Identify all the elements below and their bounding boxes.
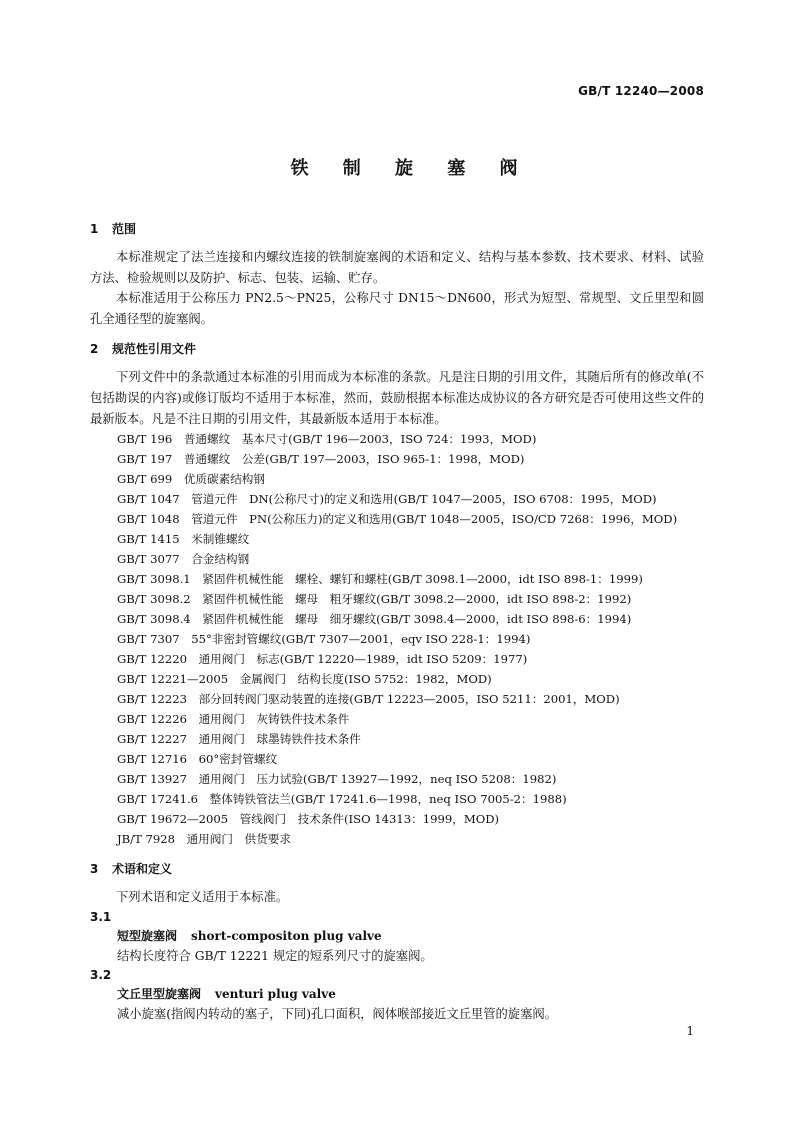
scope-paragraph: 本标准适用于公称压力 PN2.5～PN25，公称尺寸 DN15～DN600，形式为短型、常规型、文丘里型和圆孔全通径型的旋塞阀。 xyxy=(90,291,704,326)
reference-item: GB/T 12716 60°密封管螺纹 xyxy=(117,752,278,767)
section-title: 术语和定义 xyxy=(112,862,173,877)
reference-list xyxy=(90,429,704,849)
section-heading-references xyxy=(90,339,704,359)
reference-item: GB/T 3077 合金结构钢 xyxy=(117,552,250,567)
reference-item: GB/T 19672—2005 管线阀门 技术条件(ISO 14313：1999，MOD) xyxy=(117,812,500,827)
reference-item: GB/T 1047 管道元件 DN(公称尺寸)的定义和选用(GB/T 1047—2005，ISO 6708：1995，MOD) xyxy=(117,492,657,507)
term-chinese: 短型旋塞阀 xyxy=(117,928,178,943)
term-english: short-compositon plug valve xyxy=(191,928,382,943)
reference-item: GB/T 1048 管道元件 PN(公称压力)的定义和选用(GB/T 1048—2005，ISO/CD 7268：1996，MOD) xyxy=(117,512,678,527)
term-english: venturi plug valve xyxy=(215,986,336,1001)
term-chinese: 文丘里型旋塞阀 xyxy=(117,986,202,1001)
term-entry xyxy=(90,984,704,1004)
term-entry xyxy=(90,926,704,946)
section-number: 1 xyxy=(90,222,99,236)
reference-item: GB/T 7307 55°非密封管螺纹(GB/T 7307—2001，eqv ISO 228-1：1994) xyxy=(117,632,531,647)
reference-item: GB/T 12226 通用阀门 灰铸铁件技术条件 xyxy=(117,712,350,727)
reference-item: GB/T 17241.6 整体铸铁管法兰(GB/T 17241.6—1998，neq ISO 7005-2：1988) xyxy=(117,792,567,807)
term-number: 3.2 xyxy=(90,967,112,982)
reference-item: JB/T 7928 通用阀门 供货要求 xyxy=(117,832,291,847)
section-title: 范围 xyxy=(112,222,137,236)
section-number: 3 xyxy=(90,862,99,877)
section-heading-scope xyxy=(90,219,704,239)
document-title: 铁 制 旋 塞 阀 xyxy=(290,158,532,179)
references-intro: 下列文件中的条款通过本标准的引用而成为本标准的条款。凡是注日期的引用文件，其随后所有的修改单(不包括勘误的内容)或修订版均不适用于本标准，然而，鼓励根据本标准达成协议的各方研究是否可使用这些文件的最新版本。凡是不注日期的引用文件，其最新版本适用于本标准。 xyxy=(90,370,704,426)
reference-item: GB/T 12220 通用阀门 标志(GB/T 12220—1989，idt ISO 5209：1977) xyxy=(117,652,528,667)
term-number: 3.1 xyxy=(90,909,112,924)
reference-item: GB/T 197 普通螺纹 公差(GB/T 197—2003，ISO 965-1：1998，MOD) xyxy=(117,452,525,467)
reference-item: GB/T 13927 通用阀门 压力试验(GB/T 13927—1992，neq ISO 5208：1982) xyxy=(117,772,557,787)
section-title: 规范性引用文件 xyxy=(112,342,197,357)
reference-item: GB/T 699 优质碳素结构钢 xyxy=(117,472,265,487)
reference-item: GB/T 12223 部分回转阀门驱动装置的连接(GB/T 12223—2005，ISO 5211：2001，MOD) xyxy=(117,692,620,707)
reference-item: GB/T 3098.4 紧固件机械性能 螺母 细牙螺纹(GB/T 3098.4—2000，idt ISO 898-6：1994) xyxy=(117,612,632,627)
term-definition: 结构长度符合 GB/T 12221 规定的短系列尺寸的旋塞阀。 xyxy=(117,948,433,963)
reference-item: GB/T 3098.2 紧固件机械性能 螺母 粗牙螺纹(GB/T 3098.2—2000，idt ISO 898-2：1992) xyxy=(117,592,632,607)
reference-item: GB/T 196 普通螺纹 基本尺寸(GB/T 196—2003，ISO 724：1993，MOD) xyxy=(117,432,537,447)
terms-intro: 下列术语和定义适用于本标准。 xyxy=(116,890,289,905)
reference-item: GB/T 3098.1 紧固件机械性能 螺栓、螺钉和螺柱(GB/T 3098.1—2000，idt ISO 898-1：1999) xyxy=(117,572,643,587)
document-body xyxy=(90,219,704,1024)
section-heading-terms xyxy=(90,859,704,879)
standard-code: GB/T 12240—2008 xyxy=(578,84,704,98)
reference-item: GB/T 1415 米制锥螺纹 xyxy=(117,532,250,547)
reference-item: GB/T 12221—2005 金属阀门 结构长度(ISO 5752：1982，MOD) xyxy=(117,672,492,687)
page-number: 1 xyxy=(686,1024,694,1038)
section-number: 2 xyxy=(90,342,99,357)
reference-item: GB/T 12227 通用阀门 球墨铸铁件技术条件 xyxy=(117,732,361,747)
term-definition: 减小旋塞(指阀内转动的塞子，下同)孔口面积，阀体喉部接近文丘里管的旋塞阀。 xyxy=(117,1006,557,1021)
scope-paragraph: 本标准规定了法兰连接和内螺纹连接的铁制旋塞阀的术语和定义、结构与基本参数、技术要求、材料、试验方法、检验规则以及防护、标志、包装、运输、贮存。 xyxy=(90,250,704,285)
